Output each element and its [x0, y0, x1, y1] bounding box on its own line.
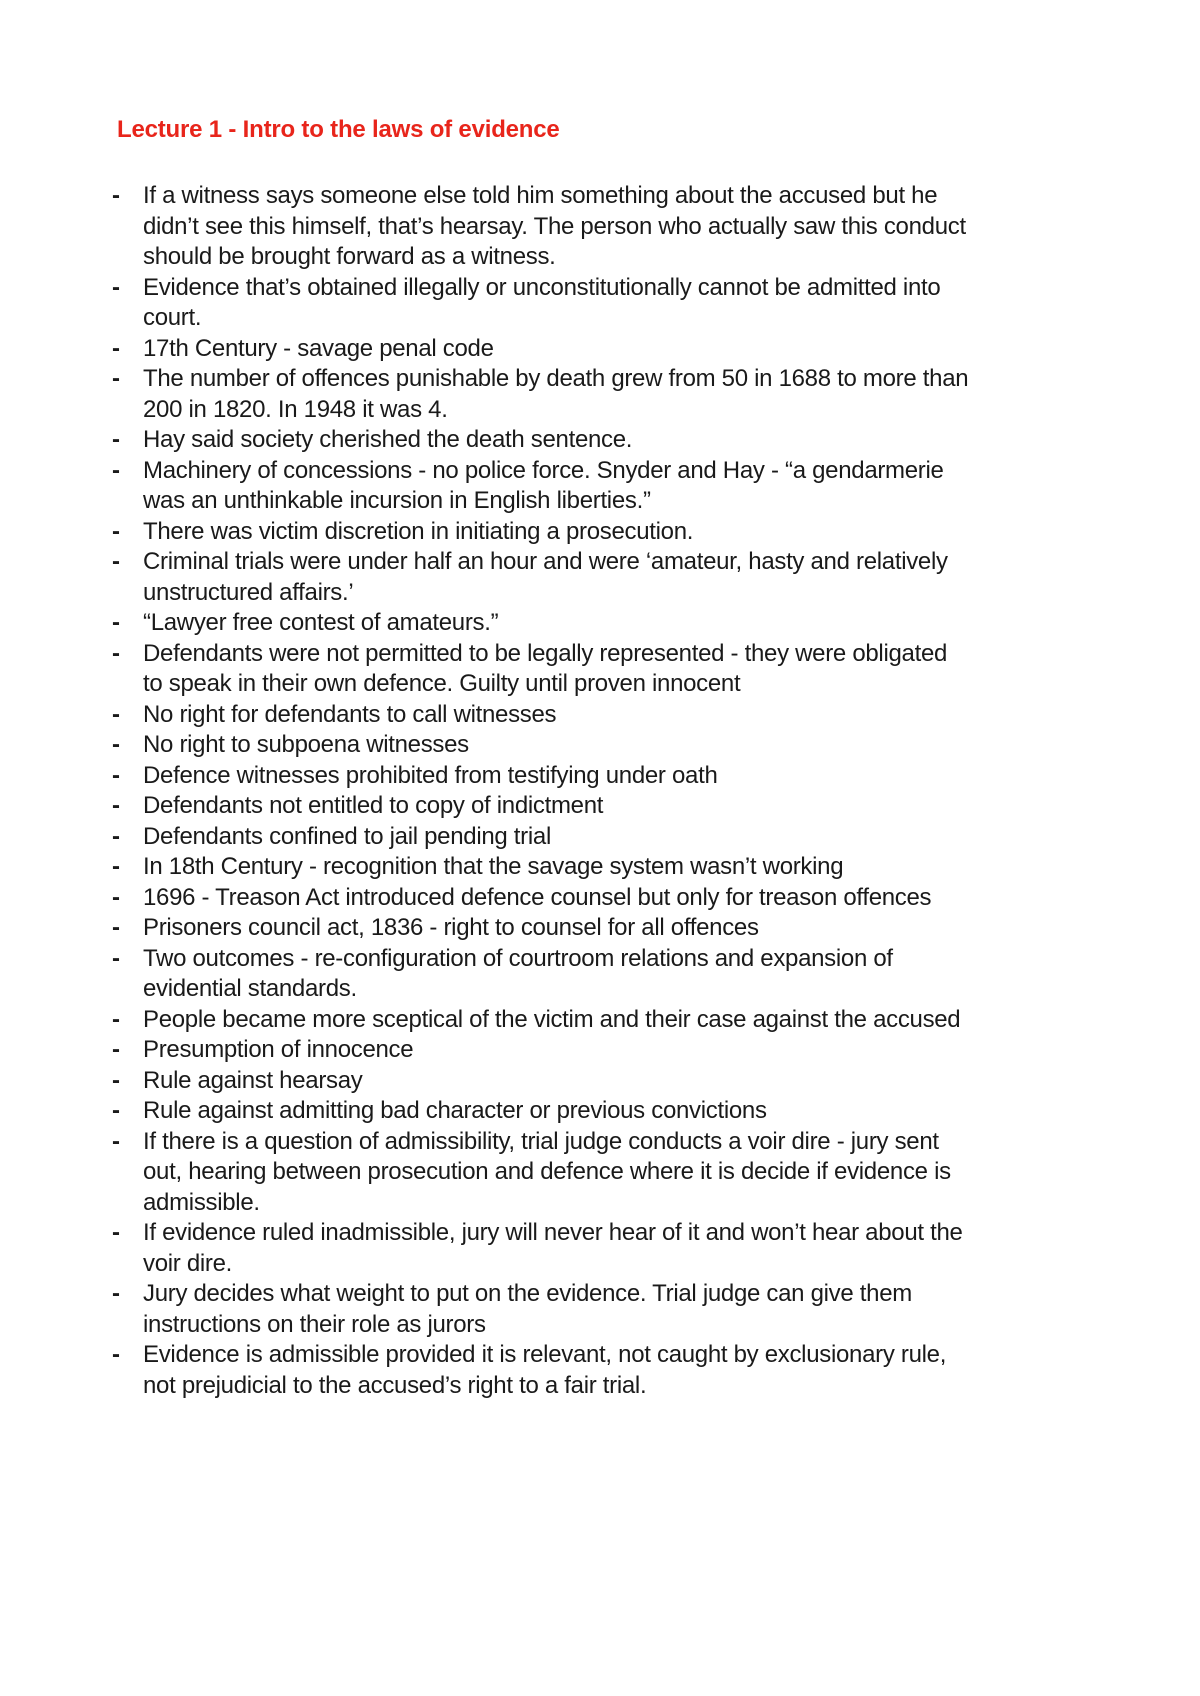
bullet-text-line: was an unthinkable incursion in English liberties.”	[143, 487, 651, 514]
bullet-dash: -	[112, 1097, 120, 1124]
bullet-text-line: instructions on their role as jurors	[143, 1310, 486, 1338]
bullet-item	[110, 1005, 1110, 1036]
bullet-text-line: Rule against admitting bad character or previous convictions	[143, 1097, 767, 1124]
bullet-text-line: Defence witnesses prohibited from testifying under oath	[143, 761, 718, 789]
bullet-text-line: Machinery of concessions - no police force. Snyder and Hay - “a gendarmerie	[143, 456, 944, 484]
bullet-dash: -	[112, 517, 120, 545]
bullet-item	[110, 822, 1110, 853]
bullet-dash: -	[112, 548, 120, 575]
bullet-text-line: unstructured affairs.’	[143, 578, 354, 606]
bullet-dash: -	[112, 1341, 120, 1368]
bullet-text-line: Hay said society cherished the death sentence.	[143, 426, 633, 453]
bullet-item	[110, 334, 1110, 365]
bullet-text-line: Criminal trials were under half an hour and were ‘amateur, hasty and relatively	[143, 548, 948, 575]
bullet-item	[110, 1066, 1110, 1097]
bullet-text-line: 200 in 1820. In 1948 it was 4.	[143, 395, 448, 423]
bullet-item	[110, 944, 1110, 1005]
bullet-text-line: If a witness says someone else told him something about the accused but he	[143, 182, 938, 209]
bullet-item	[110, 608, 1110, 639]
bullet-item	[110, 1096, 1110, 1127]
bullet-dash: -	[112, 182, 120, 209]
bullet-item	[110, 425, 1110, 456]
bullet-item	[110, 761, 1110, 792]
bullet-text-line: Jury decides what weight to put on the evidence. Trial judge can give them	[143, 1280, 912, 1307]
bullet-item	[110, 639, 1110, 700]
bullet-item	[110, 517, 1110, 548]
bullet-item	[110, 913, 1110, 944]
bullet-dash: -	[112, 456, 120, 484]
bullet-item	[110, 547, 1110, 608]
bullet-text-line: Defendants not entitled to copy of indictment	[143, 792, 604, 819]
bullet-dash: -	[112, 1219, 120, 1246]
bullet-text-line: No right to subpoena witnesses	[143, 731, 469, 758]
bullet-text-line: Presumption of innocence	[143, 1036, 414, 1063]
bullet-dash: -	[112, 822, 120, 850]
bullet-item	[110, 1035, 1110, 1066]
bullet-text-line: evidential standards.	[143, 975, 357, 1002]
bullet-dash: -	[112, 365, 120, 392]
bullet-text-line: No right for defendants to call witnesses	[143, 700, 557, 728]
bullet-text-line: Prisoners council act, 1836 - right to counsel for all offences	[143, 914, 759, 941]
bullet-text-line: court.	[143, 304, 202, 331]
bullet-dash: -	[112, 1005, 120, 1033]
bullet-text-line: to speak in their own defence. Guilty until proven innocent	[143, 670, 741, 697]
bullet-text-line: Defendants were not permitted to be legally represented - they were obligated	[143, 639, 948, 667]
bullet-text-line: Two outcomes - re-configuration of courtroom relations and expansion of	[143, 944, 893, 972]
bullet-dash: -	[112, 700, 120, 728]
bullet-item	[110, 700, 1110, 731]
bullet-dash: -	[112, 792, 120, 819]
bullet-item	[110, 1279, 1110, 1340]
bullet-list	[110, 181, 1110, 1401]
bullet-text-line: People became more sceptical of the victim and their case against the accused	[143, 1005, 961, 1033]
bullet-item	[110, 730, 1110, 761]
bullet-text-line: If there is a question of admissibility, trial judge conducts a voir dire - jury sent	[143, 1127, 939, 1155]
bullet-text-line: There was victim discretion in initiating a prosecution.	[143, 517, 694, 545]
document-title: Lecture 1 - Intro to the laws of evidence	[117, 116, 560, 143]
bullet-item	[110, 181, 1110, 273]
bullet-item	[110, 1340, 1110, 1401]
bullet-dash: -	[112, 853, 120, 880]
bullet-text-line: “Lawyer free contest of amateurs.”	[143, 609, 499, 636]
bullet-dash: -	[112, 1036, 120, 1063]
bullet-dash: -	[112, 883, 120, 911]
bullet-text-line: not prejudicial to the accused’s right to a fair trial.	[143, 1371, 647, 1399]
bullet-dash: -	[112, 609, 120, 636]
bullet-dash: -	[112, 761, 120, 789]
bullet-text-line: If evidence ruled inadmissible, jury will never hear of it and won’t hear about the	[143, 1219, 963, 1246]
bullet-text-line: 1696 - Treason Act introduced defence counsel but only for treason offences	[143, 883, 932, 911]
bullet-text-line: Evidence is admissible provided it is relevant, not caught by exclusionary rule,	[143, 1341, 947, 1368]
bullet-dash: -	[112, 1280, 120, 1307]
bullet-item	[110, 1218, 1110, 1279]
bullet-item	[110, 273, 1110, 334]
bullet-text-line: didn’t see this himself, that’s hearsay. The person who actually saw this conduct	[143, 212, 966, 240]
bullet-item	[110, 791, 1110, 822]
bullet-item	[110, 883, 1110, 914]
bullet-dash: -	[112, 273, 120, 301]
bullet-text-line: should be brought forward as a witness.	[143, 243, 556, 270]
bullet-dash: -	[112, 1127, 120, 1155]
bullet-dash: -	[112, 334, 120, 362]
bullet-text-line: voir dire.	[143, 1249, 233, 1277]
bullet-dash: -	[112, 944, 120, 972]
bullet-dash: -	[112, 914, 120, 941]
bullet-dash: -	[112, 639, 120, 667]
bullet-item	[110, 1127, 1110, 1219]
bullet-text-line: The number of offences punishable by death grew from 50 in 1688 to more than	[143, 365, 969, 392]
bullet-dash: -	[112, 426, 120, 453]
bullet-text-line: Defendants confined to jail pending trial	[143, 822, 551, 850]
bullet-text-line: 17th Century - savage penal code	[143, 334, 494, 362]
bullet-dash: -	[112, 731, 120, 758]
bullet-text-line: Evidence that’s obtained illegally or unconstitutionally cannot be admitted into	[143, 273, 941, 301]
bullet-item	[110, 456, 1110, 517]
bullet-item	[110, 852, 1110, 883]
bullet-dash: -	[112, 1066, 120, 1094]
bullet-text-line: admissible.	[143, 1188, 260, 1216]
bullet-text-line: Rule against hearsay	[143, 1066, 363, 1094]
bullet-text-line: out, hearing between prosecution and defence where it is decide if evidence is	[143, 1158, 951, 1185]
bullet-text-line: In 18th Century - recognition that the savage system wasn’t working	[143, 853, 844, 880]
bullet-item	[110, 364, 1110, 425]
